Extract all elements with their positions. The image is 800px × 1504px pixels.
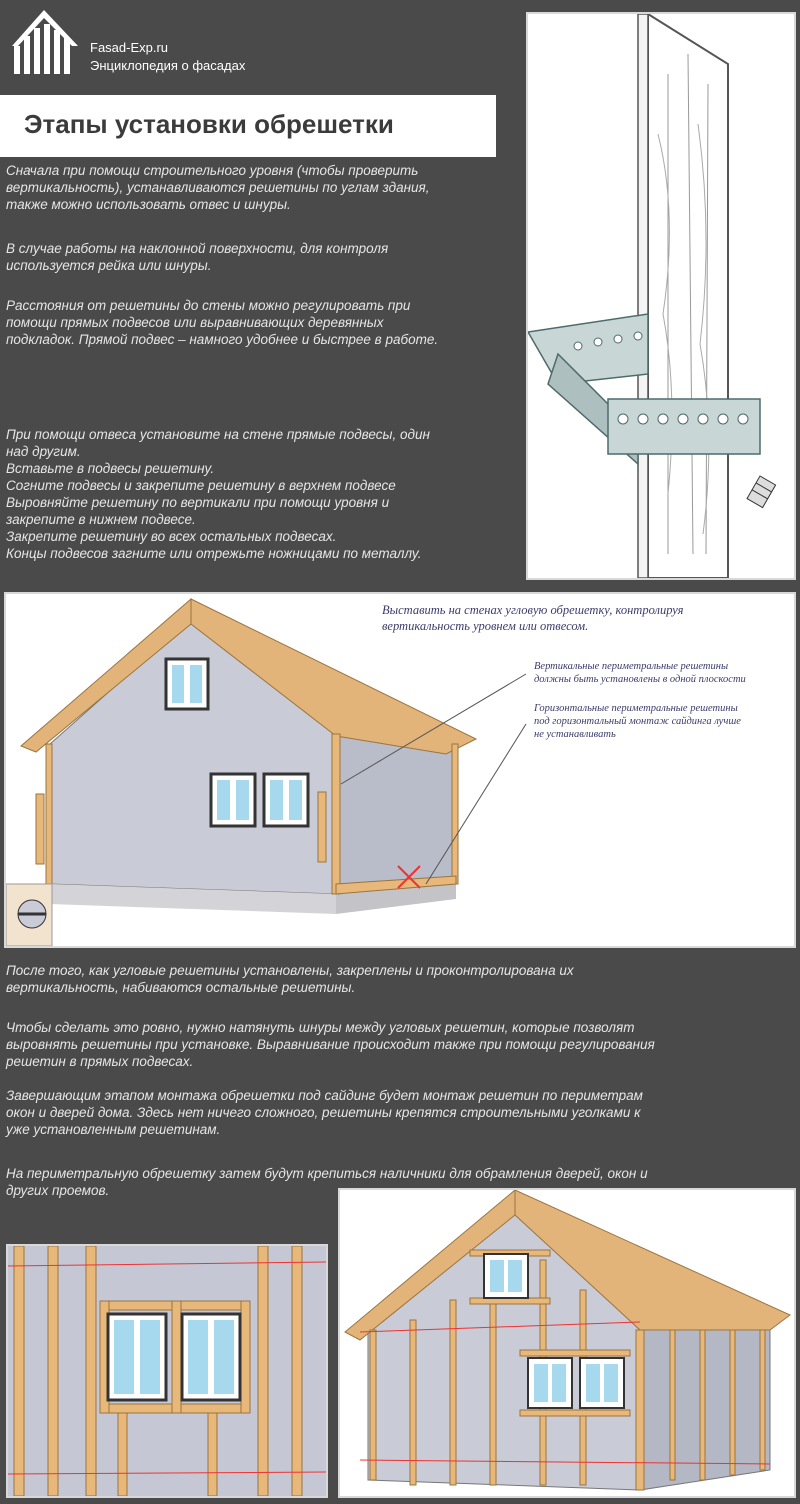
finished-house-illustration: [338, 1188, 796, 1498]
step-1: При помощи отвеса установите на стене прямые подвесы, один над другим.: [6, 427, 430, 459]
outro-p4: На периметральную обрешетку затем будут крепиться наличники для обрамления дверей, окон и других проемов.: [6, 1166, 648, 1198]
window-battens-illustration: [6, 1244, 328, 1498]
note-vertical-battens: Вертикальные периметральные решетины должны быть установлены в одной плоскости: [534, 661, 746, 685]
logo: [8, 6, 82, 76]
outro-p3: Завершающим этапом монтажа обрешетки под сайдинг будет монтаж решетин по периметрам окон и дверей дома. Здесь нет ничего сложного, решетины крепятся строительными уголками к уже установленным решетинам.: [6, 1088, 643, 1137]
step-6: Концы подвесов загните или отрежьте ножницами по металлу.: [6, 546, 422, 561]
house-illustration: [4, 592, 796, 948]
page-title: Этапы установки обрешетки: [24, 109, 394, 139]
intro-p2: В случае работы на наклонной поверхности, для контроля используется рейка или шнуры.: [6, 241, 389, 273]
bracket-illustration: [526, 12, 796, 580]
intro-p3: Расстояния от решетины до стены можно регулировать при помощи прямых подвесов или выравнивающих деревянных подкладок. Прямой подвес – намного удобнее и быстрее в работе.: [6, 298, 439, 347]
steps-list: [6, 426, 522, 562]
site-name: Fasad-Exp.ru: [90, 40, 169, 55]
outro-p1: После того, как угловые решетины установлены, закреплены и проконтролирована их вертикальность, набиваются остальные решетины.: [6, 963, 574, 995]
outro-p2: Чтобы сделать это ровно, нужно натянуть шнуры между угловых решетин, которые позволят выровнять решетины при установке. Выравнивание происходит также при помощи регулирования решетин в прямых подвесах.: [6, 1020, 655, 1069]
step-4: Выровняйте решетину по вертикали при помощи уровня и закрепите в нижнем подвесе.: [6, 495, 390, 527]
step-5: Закрепите решетину во всех остальных подвесах.: [6, 529, 337, 544]
note-horizontal-battens: Горизонтальные периметральные решетины под горизонтальный монтаж сайдинга лучше не устанавливать: [534, 703, 741, 740]
step-2: Вставьте в подвесы решетину.: [6, 461, 215, 476]
step-3: Согните подвесы и закрепите решетину в верхнем подвесе: [6, 478, 396, 493]
site-tagline: Энциклопедия о фасадах: [90, 58, 246, 73]
intro-p1: Сначала при помощи строительного уровня (чтобы проверить вертикальность), устанавливаются решетины по углам здания, также можно использовать отвес и шнуры.: [6, 163, 430, 212]
note-corner-battens: Выставить на стенах угловую обрешетку, контролируя вертикальность уровнем или отвесом.: [382, 603, 684, 633]
